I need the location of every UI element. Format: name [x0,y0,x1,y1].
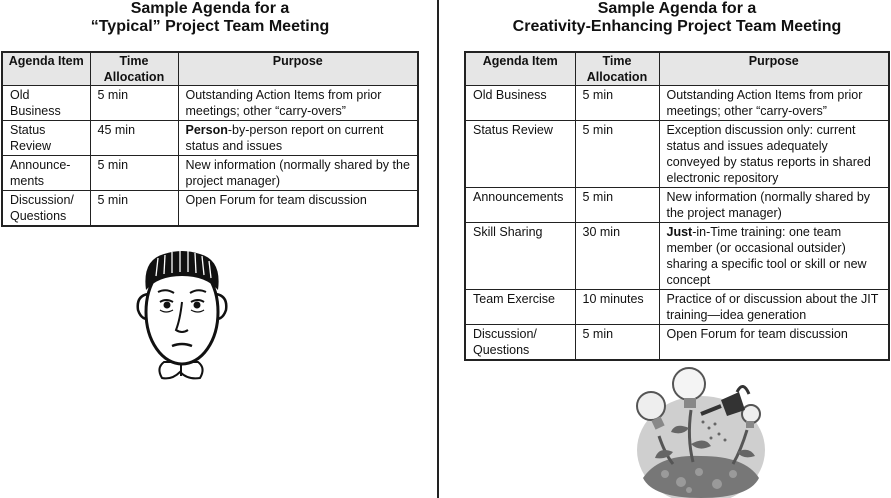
agenda-item-cell: Team Exercise [465,290,575,325]
purpose-cell: Open Forum for team discussion [178,191,418,227]
time-cell: 45 min [90,121,178,156]
purpose-cell: Practice of or discussion about the JIT training—idea generation [659,290,889,325]
header-agenda-item: Agenda Item [465,52,575,86]
header-agenda-item: Agenda Item [2,52,90,86]
purpose-cell: Open Forum for team discussion [659,325,889,361]
time-cell: 5 min [575,188,659,223]
typical-agenda-table [1,51,419,227]
creativity-title-line1: Sample Agenda for a [597,0,757,17]
time-cell: 10 minutes [575,290,659,325]
creativity-title-line2: Creativity-Enhancing Project Team Meeting [512,18,842,35]
bored-face-cartoon-icon [136,246,228,382]
time-cell: 5 min [90,191,178,227]
purpose-bold-word: Person [185,123,228,137]
typical-title-line2: “Typical” Project Team Meeting [90,18,330,35]
header-purpose: Purpose [659,52,889,86]
creativity-meeting-panel [463,0,891,357]
table-row [465,223,889,290]
typical-title-line1: Sample Agenda for a [130,0,290,17]
purpose-cell: Outstanding Action Items from prior meetings; other “carry-overs” [659,86,889,121]
agenda-item-cell: Announcements [465,188,575,223]
agenda-item-cell: Discussion/ Questions [465,325,575,361]
agenda-item-cell: Announce-ments [2,156,90,191]
table-row [465,188,889,223]
agenda-item-cell: Status Review [465,121,575,188]
time-cell: 5 min [90,156,178,191]
table-header-row [465,52,889,86]
agenda-item-cell: Discussion/ Questions [2,191,90,227]
table-row [465,121,889,188]
agenda-item-cell: Skill Sharing [465,223,575,290]
table-row [2,121,418,156]
time-cell: 5 min [90,86,178,121]
lightbulb-garden-watering-can-icon [629,366,769,498]
purpose-cell: Exception discussion only: current status and issues adequately conveyed by status reports in shared electronic repository [659,121,889,188]
purpose-text: -in-Time training: one team member (or occasional outsider) sharing a specific tool or skill or new concept [666,225,867,287]
time-cell: 5 min [575,325,659,361]
time-cell: 5 min [575,86,659,121]
agenda-item-cell: Status Review [2,121,90,156]
table-row [465,290,889,325]
purpose-cell: Outstanding Action Items from prior meetings; other “carry-overs” [178,86,418,121]
creativity-agenda-table [464,51,890,361]
panel-divider [437,0,439,498]
header-time-allocation: Time Allocation [90,52,178,86]
purpose-cell: New information (normally shared by the project manager) [178,156,418,191]
table-row [465,325,889,361]
typical-meeting-panel [0,0,420,223]
purpose-cell [659,223,889,290]
table-header-row [2,52,418,86]
purpose-text: -by-person report on current status and issues [185,123,384,153]
table-row [2,86,418,121]
table-row [465,86,889,121]
header-time-allocation: Time Allocation [575,52,659,86]
purpose-cell: New information (normally shared by the project manager) [659,188,889,223]
purpose-cell [178,121,418,156]
time-cell: 30 min [575,223,659,290]
purpose-bold-word: Just [666,225,693,239]
time-cell: 5 min [575,121,659,188]
table-row [2,156,418,191]
header-purpose: Purpose [178,52,418,86]
table-row [2,191,418,227]
agenda-item-cell: Old Business [2,86,90,121]
agenda-item-cell: Old Business [465,86,575,121]
